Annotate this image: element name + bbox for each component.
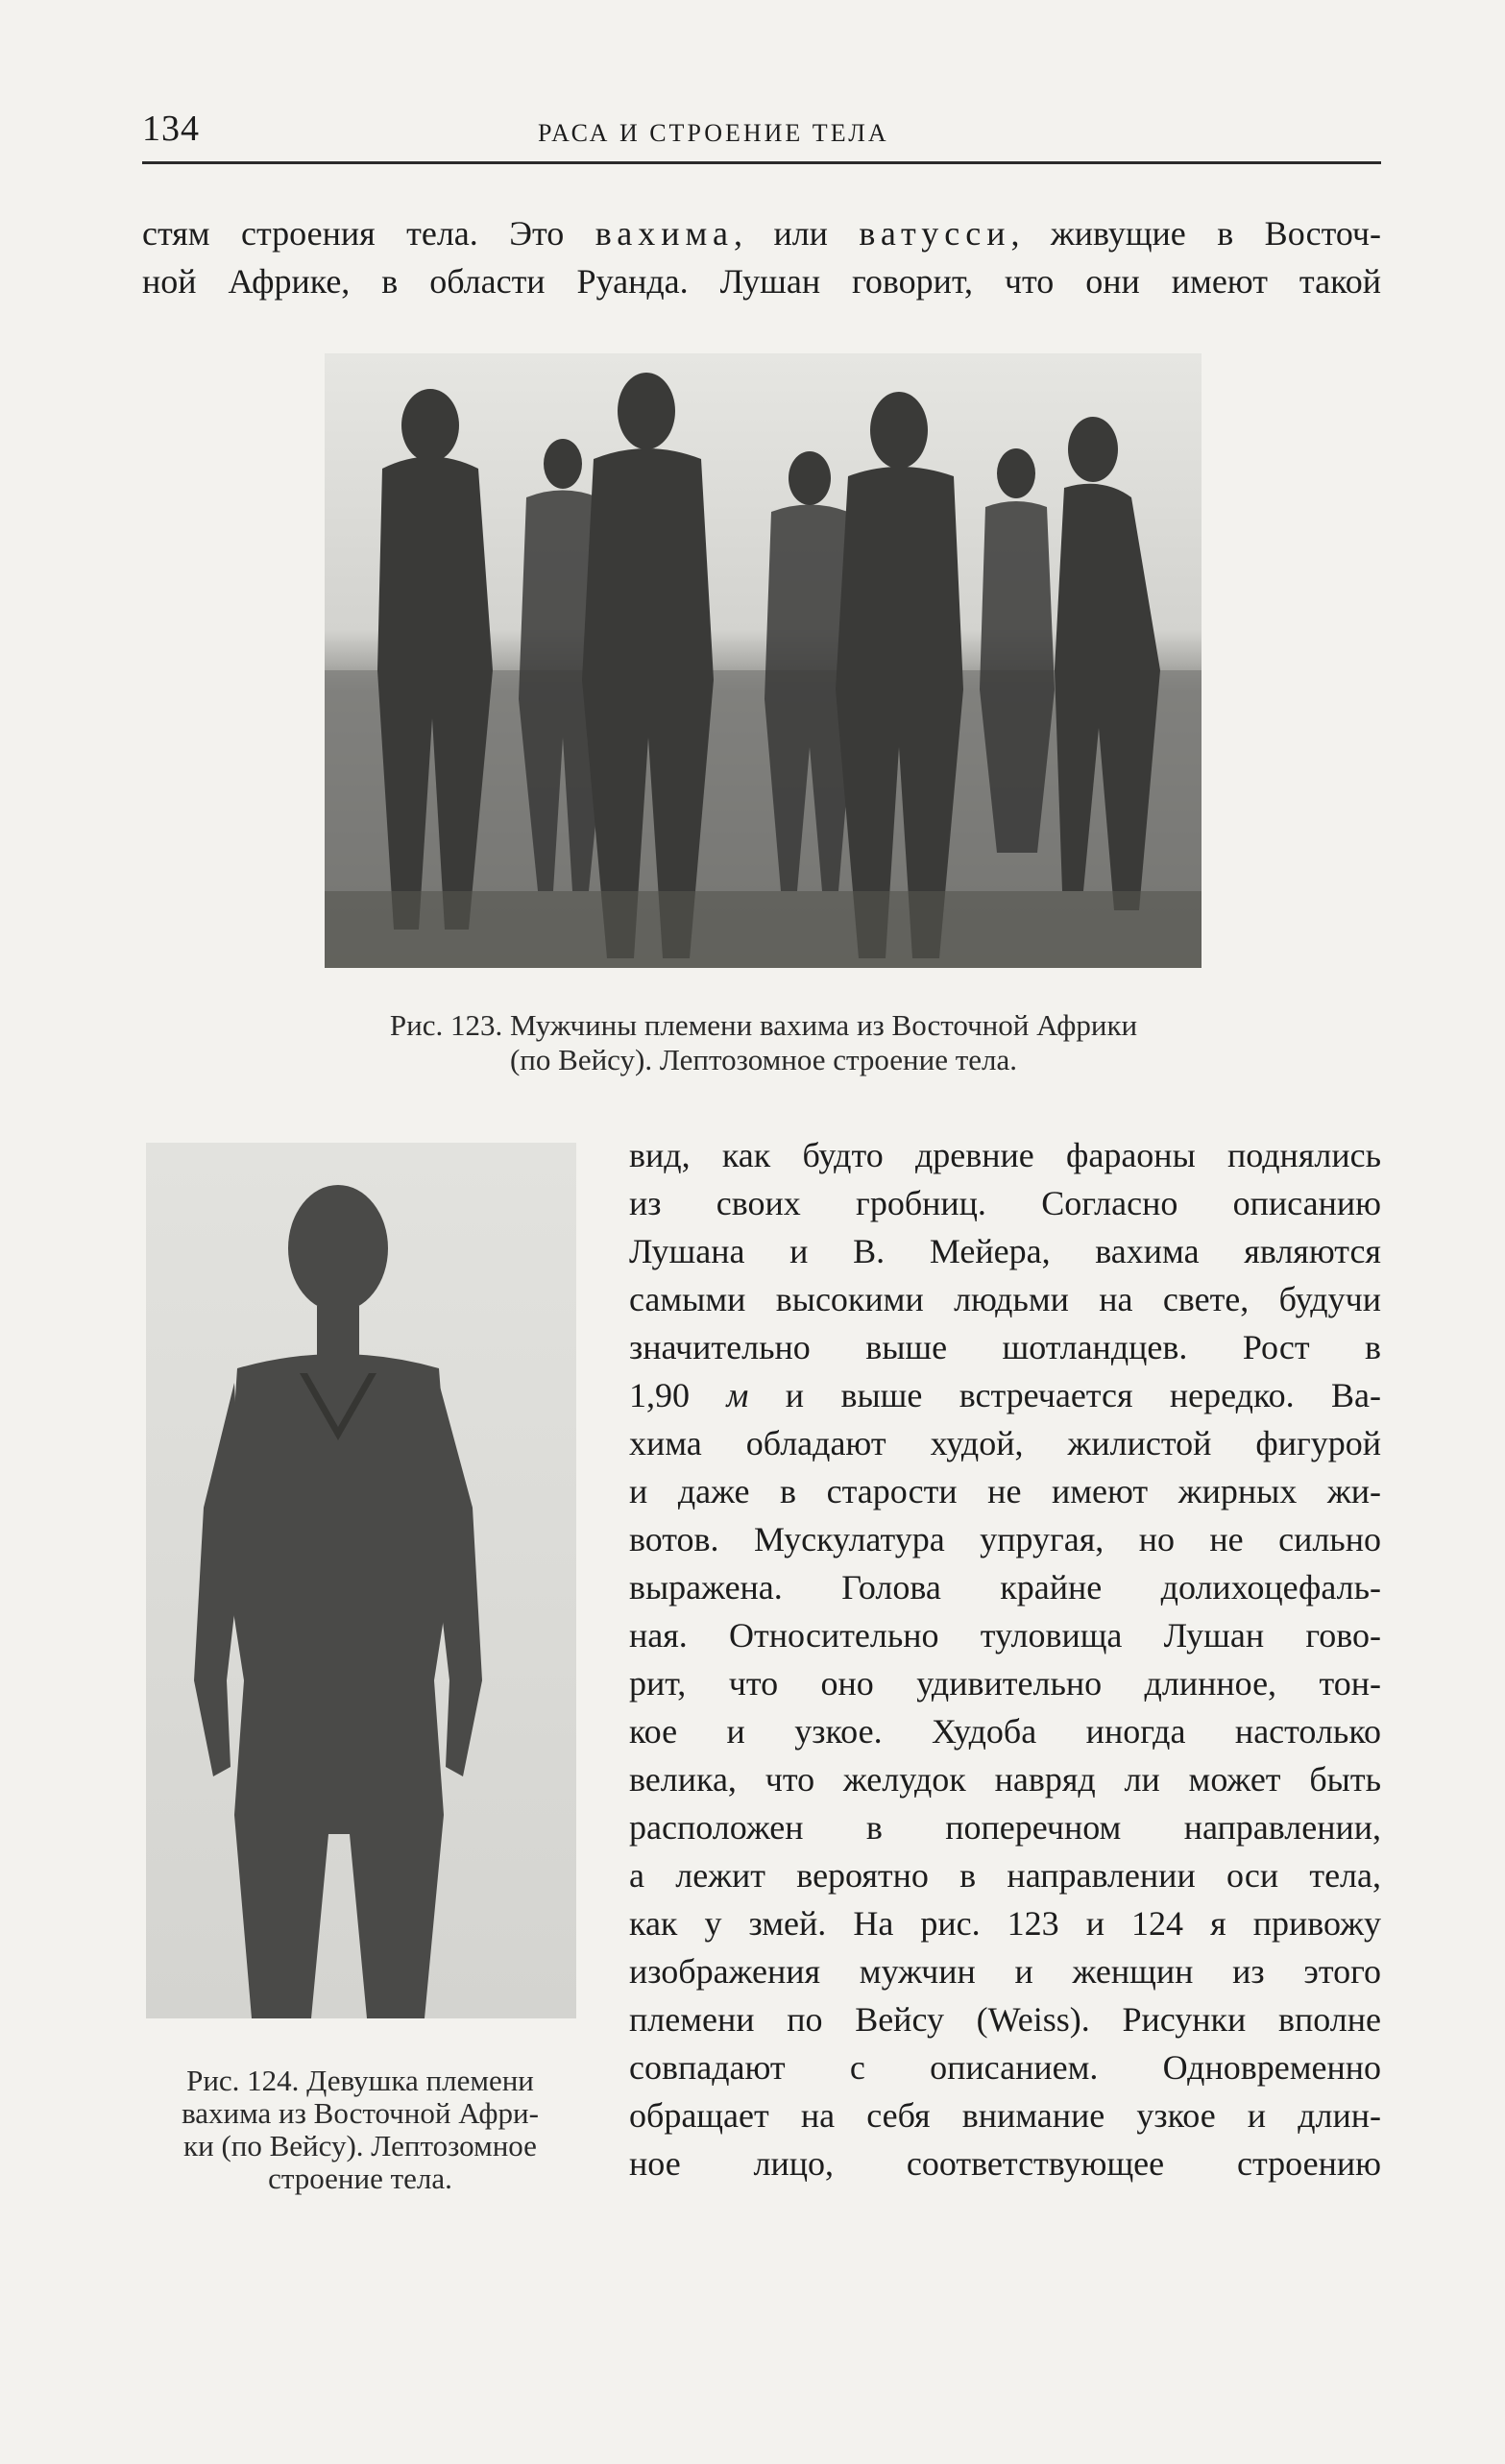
page-number: 134: [142, 109, 200, 149]
text-line: кое и узкое. Худоба иногда настолько: [629, 1712, 1381, 1751]
text-line: ной Африке, в области Руанда. Лушан говорит, что они имеют такой: [142, 262, 1381, 301]
text-line: велика, что желудок навряд ли может быть: [629, 1760, 1381, 1799]
text-line: расположен в поперечном направлении,: [629, 1808, 1381, 1847]
text-line: а лежит вероятно в направлении оси тела,: [629, 1856, 1381, 1895]
caption-line: Рис. 124. Девушка племени: [186, 2064, 534, 2097]
caption-line: ки (по Вейсу). Лептозомное: [183, 2129, 537, 2162]
caption-line: вахима из Восточной Афри-: [182, 2096, 539, 2130]
text-line: хима обладают худой, жилистой фигурой: [629, 1424, 1381, 1462]
text-line: вотов. Мускулатура упругая, но не сильно: [629, 1520, 1381, 1558]
top-paragraph: [142, 209, 1381, 305]
text-line: из своих гробниц. Согласно описанию: [629, 1184, 1381, 1222]
caption-line: Рис. 123. Мужчины племени вахима из Восточной Африки: [389, 1008, 1138, 1042]
term-vatussi: ватусси: [859, 214, 1011, 253]
text-line: вид, как будто древние фараоны поднялись: [629, 1136, 1381, 1174]
text-line: племени по Вейсу (Weiss). Рисунки вполне: [629, 2000, 1381, 2039]
figure-124-caption: [134, 2065, 586, 2195]
figure-123-caption: [245, 1008, 1282, 1077]
running-head: РАСА И СТРОЕНИЕ ТЕЛА: [538, 119, 889, 147]
text-line: Лушана и В. Мейера, вахима являются: [629, 1232, 1381, 1270]
caption-line: строение тела.: [268, 2162, 452, 2195]
figure-124-photo: [146, 1143, 576, 2018]
unit-meter: м: [726, 1376, 749, 1414]
text-line: 1,90 м и выше встречается нередко. Ва-: [629, 1376, 1382, 1414]
figure-123-photo: [325, 353, 1202, 968]
text-line: ная. Относительно туловища Лушан гово-: [629, 1616, 1381, 1655]
header-rule: [142, 161, 1381, 164]
text-line: ное лицо, соответствующее строению: [629, 2144, 1381, 2183]
text-line: обращает на себя внимание узкое и длин-: [629, 2096, 1381, 2135]
text-line: значительно выше шотландцев. Рост в: [629, 1328, 1381, 1366]
text-line: и даже в старости не имеют жирных жи-: [629, 1472, 1381, 1510]
text-line: выражена. Голова крайне долихоцефаль-: [629, 1568, 1381, 1606]
column-paragraph: [629, 1131, 1381, 2187]
text-line: как у змей. На рис. 123 и 124 я привожу: [629, 1904, 1381, 1943]
term-vahima: вахима: [595, 214, 734, 253]
text-line: стям строения тела. Это вахима, или ватусси, живущие в Восточ-: [142, 214, 1381, 253]
text-line: изображения мужчин и женщин из этого: [629, 1952, 1381, 1991]
portrait-photo-illustration: [146, 1143, 576, 2018]
text-line: рит, что оно удивительно длинное, тон-: [629, 1664, 1381, 1703]
group-photo-illustration: [325, 353, 1202, 968]
text-line: совпадают с описанием. Одновременно: [629, 2048, 1381, 2087]
text-line: самыми высокими людьми на свете, будучи: [629, 1280, 1381, 1318]
caption-line: (по Вейсу). Лептозомное строение тела.: [509, 1043, 1018, 1076]
